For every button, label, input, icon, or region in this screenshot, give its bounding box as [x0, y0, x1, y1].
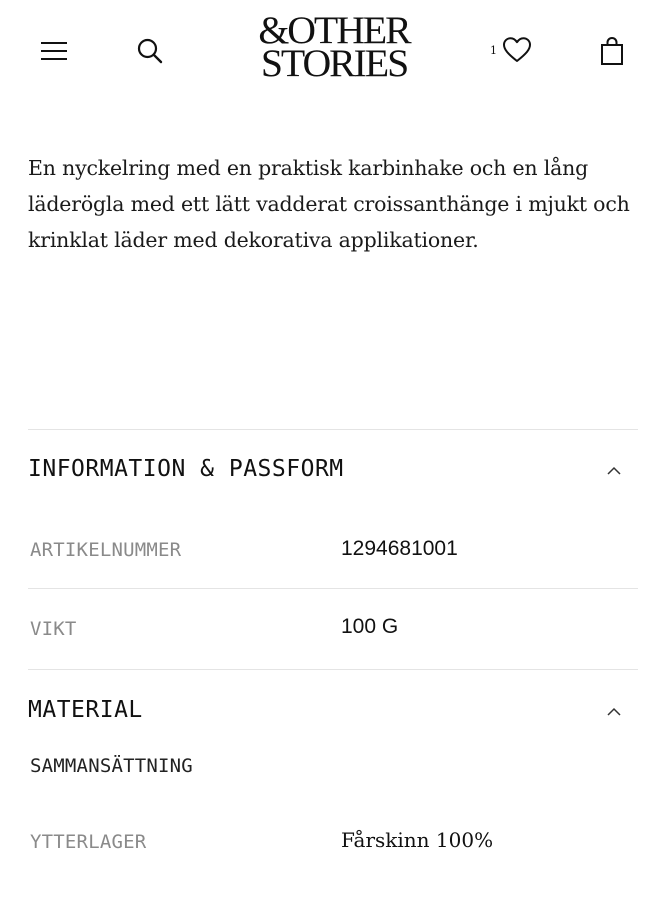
divider	[28, 429, 638, 430]
brand-logo[interactable]	[246, 9, 422, 86]
collapse-information-button[interactable]	[600, 461, 628, 481]
search-button[interactable]	[128, 30, 172, 72]
spec-label-outer-layer: YTTERLAGER	[30, 831, 147, 853]
section-title-material[interactable]: MATERIAL	[28, 697, 143, 723]
divider	[28, 588, 638, 589]
spec-label-article-number: ARTIKELNUMMER	[30, 539, 182, 561]
heart-icon	[502, 36, 532, 64]
brand-logo-line-1: &OTHER	[258, 9, 410, 52]
shopping-bag-icon	[599, 36, 625, 66]
shopping-bag-button[interactable]	[590, 28, 634, 74]
menu-button[interactable]	[34, 32, 74, 70]
spec-value-outer-layer: Fårskinn 100%	[341, 828, 494, 852]
spec-value-article-number: 1294681001	[341, 537, 458, 560]
spec-value-weight: 100 G	[341, 615, 399, 638]
chevron-up-icon	[606, 707, 622, 717]
menu-icon	[39, 40, 69, 62]
section-title-information[interactable]: INFORMATION & PASSFORM	[28, 456, 344, 482]
wishlist-count: 1	[490, 44, 497, 57]
wishlist-button[interactable]	[486, 28, 538, 74]
material-subheading: SAMMANSÄTTNING	[30, 755, 193, 777]
spec-label-weight: VIKT	[30, 618, 77, 640]
divider	[28, 669, 638, 670]
search-icon	[136, 37, 164, 65]
brand-logo-line-2: STORIES	[260, 42, 408, 85]
site-header	[0, 0, 666, 105]
collapse-material-button[interactable]	[600, 702, 628, 722]
product-description: En nyckelring med en praktisk karbinhake och en lång läderögla med ett lätt vadderat croissanthänge i mjukt och krinklat läder med dekorativa applikationer.	[28, 156, 630, 252]
chevron-up-icon	[606, 466, 622, 476]
